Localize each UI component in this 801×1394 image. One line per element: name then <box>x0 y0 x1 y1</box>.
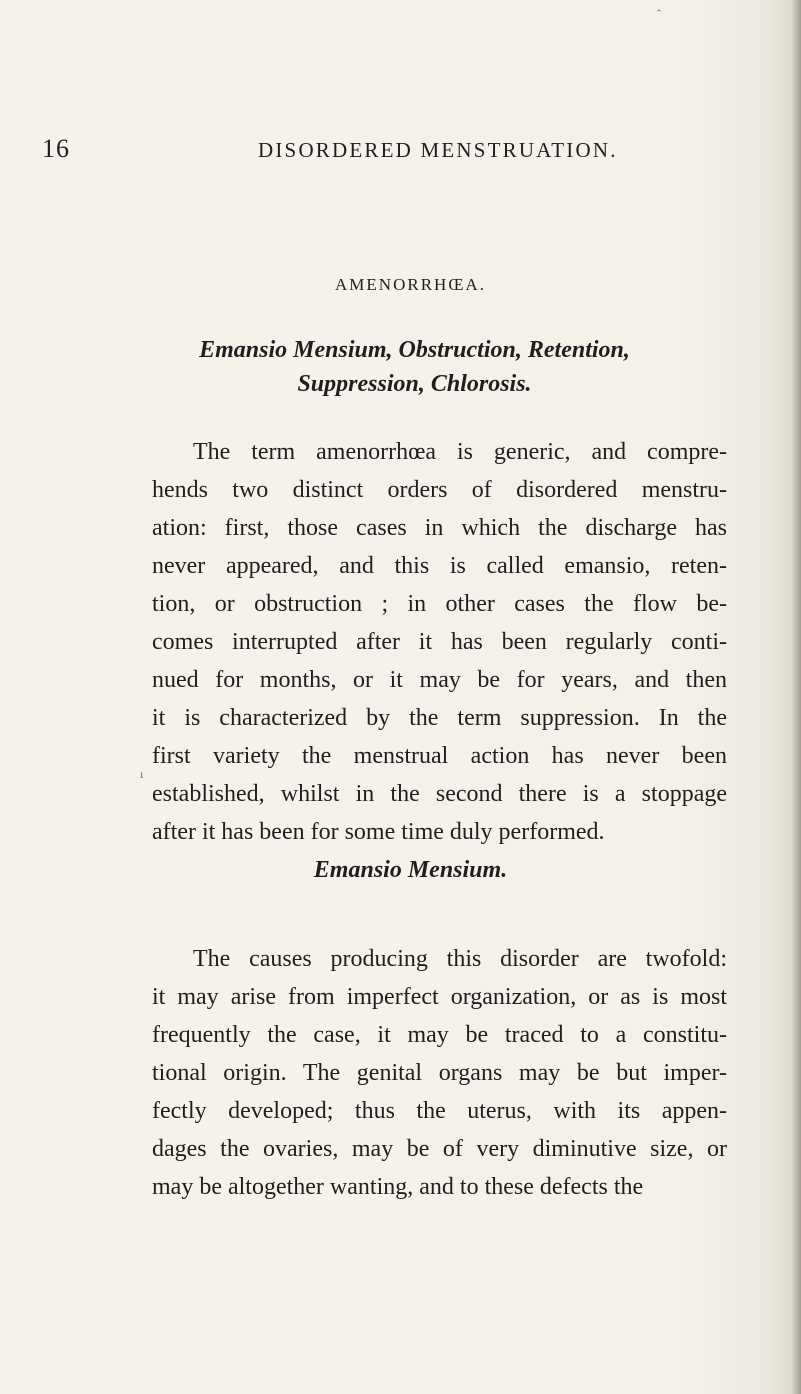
text-line: never appeared, and this is called emansio, reten- <box>152 553 727 579</box>
text-line: tional origin. The genital organs may be but imper- <box>152 1060 727 1086</box>
text-line: The causes producing this disorder are twofold: <box>193 946 727 972</box>
text-line: frequently the case, it may be traced to a constitu- <box>152 1022 727 1048</box>
section-subtitle-line: Emansio Mensium, Obstruction, Retention, <box>199 337 630 363</box>
text-line: it may arise from imperfect organization, or as is most <box>152 984 727 1010</box>
section-heading: AMENORRHŒA. <box>335 275 486 294</box>
page-number: 16 <box>42 134 70 163</box>
text-line: dages the ovaries, may be of very diminutive size, or <box>152 1136 727 1162</box>
text-line: The term amenorrhœa is generic, and compre- <box>193 439 727 465</box>
text-line: comes interrupted after it has been regularly conti- <box>152 629 727 655</box>
text-line: established, whilst in the second there is a stoppage <box>152 781 727 807</box>
text-line: after it has been for some time duly performed. <box>152 819 605 845</box>
text-line: fectly developed; thus the uterus, with its appen- <box>152 1098 727 1124</box>
stray-ink-mark: ˆ <box>657 7 661 21</box>
subsection-heading: Emansio Mensium. <box>313 857 508 883</box>
section-subtitle-line: Suppression, Chlorosis. <box>297 371 532 397</box>
text-line: hends two distinct orders of disordered menstru- <box>152 477 727 503</box>
text-line: ation: first, those cases in which the discharge has <box>152 515 727 541</box>
running-head: DISORDERED MENSTRUATION. <box>258 138 618 162</box>
text-line: may be altogether wanting, and to these defects the <box>152 1174 644 1200</box>
text-line: first variety the menstrual action has never been <box>152 743 727 769</box>
text-line: tion, or obstruction ; in other cases the flow be- <box>152 591 727 617</box>
page-edge-shadow <box>791 0 801 1394</box>
text-line: it is characterized by the term suppression. In the <box>152 705 727 731</box>
stray-ink-mark: ı <box>140 767 144 781</box>
text-line: nued for months, or it may be for years, and then <box>152 667 727 693</box>
